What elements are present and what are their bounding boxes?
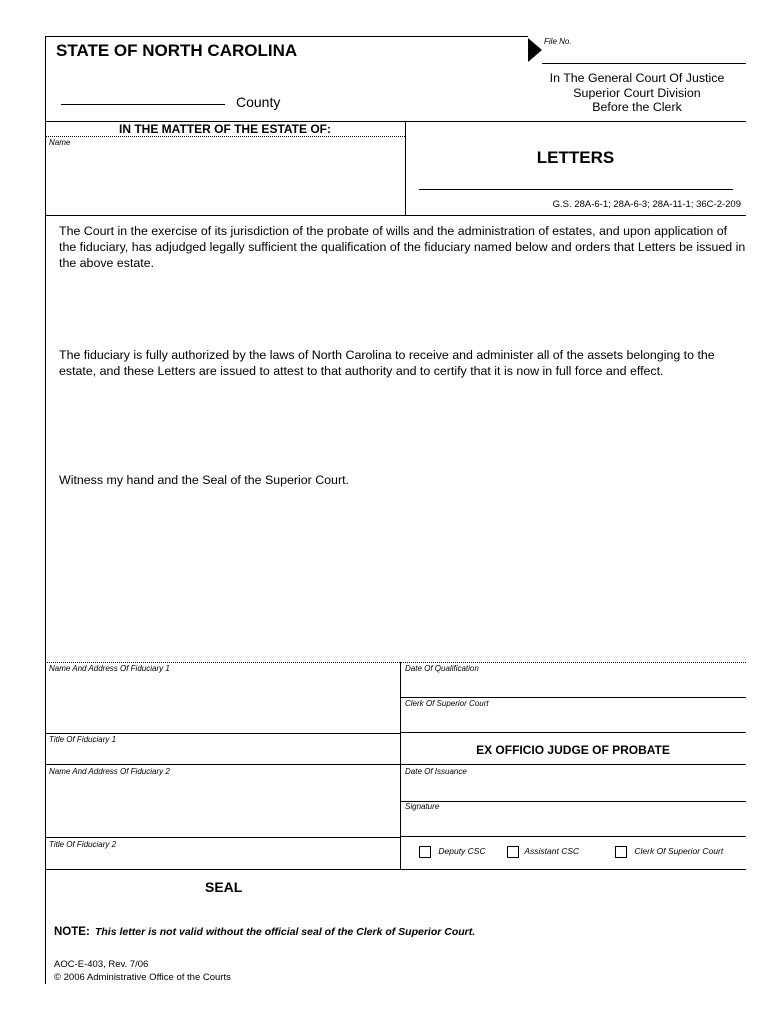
note-text: This letter is not valid without the official seal of the Clerk of Superior Court. [94, 926, 476, 938]
form-number: AOC-E-403, Rev. 7/06 [54, 959, 149, 970]
deputy-csc-option[interactable] [419, 846, 486, 858]
fid1-bottom-rule [45, 764, 746, 765]
estate-name-field[interactable] [48, 150, 400, 210]
statute-ref: G.S. 28A-6-1; 28A-6-3; 28A-11-1; 36C-2-209 [552, 199, 741, 210]
signature-field[interactable] [404, 814, 744, 834]
deputy-csc-label: Deputy CSC [438, 846, 486, 857]
fid2-title-field[interactable] [48, 851, 396, 867]
date-qualification-label: Date Of Qualification [405, 664, 479, 673]
deputy-csc-checkbox[interactable] [419, 846, 431, 858]
fields-top-rule [45, 662, 746, 663]
date-issuance-field[interactable] [404, 779, 744, 799]
fid1-name-field[interactable] [48, 676, 396, 730]
letters-title: LETTERS [536, 148, 615, 167]
court-line-1: In The General Court Of Justice [549, 71, 725, 85]
county-line [61, 104, 225, 105]
clerk-superior-label: Clerk Of Superior Court [634, 846, 724, 857]
date-qualification-field[interactable] [404, 676, 744, 695]
fid1-name-rule [45, 733, 400, 734]
left-border [45, 36, 46, 984]
note-label: NOTE: [54, 926, 90, 938]
body-divider [45, 215, 746, 216]
clerk-label: Clerk Of Superior Court [405, 699, 489, 708]
clerk-superior-checkbox[interactable] [615, 846, 627, 858]
fid2-name-field[interactable] [48, 779, 396, 835]
file-no-label: File No. [544, 37, 572, 46]
county-field[interactable] [61, 86, 225, 104]
fields-bottom-rule [45, 869, 746, 870]
seal-label: SEAL [205, 879, 243, 895]
assistant-csc-option[interactable] [507, 846, 579, 858]
court-line-2: Superior Court Division [573, 85, 701, 100]
footer [54, 958, 231, 984]
state-title: STATE OF NORTH CAROLINA [56, 41, 298, 60]
fid1-name-label: Name And Address Of Fiduciary 1 [49, 664, 170, 673]
fid1-title-field[interactable] [48, 746, 396, 762]
top-border [45, 36, 528, 37]
clerk-field[interactable] [404, 711, 744, 730]
matter-heading-rule [45, 136, 405, 137]
note [54, 926, 475, 938]
fid2-name-rule [45, 837, 400, 838]
assistant-csc-checkbox[interactable] [507, 846, 519, 858]
body-paragraph-2: The fiduciary is fully authorized by the laws of North Carolina to receive and administer all of the assets belonging to the estate, and these Letters are issued to attest to that authority and to certify that it is now in full force and effect. [59, 348, 715, 378]
county-label: County [236, 94, 281, 110]
body-paragraph-1: The Court in the exercise of its jurisdiction of the probate of wills and the administration of estates, and upon application of the fiduciary, has adjudged legally sufficient the qualification of the fiduciary named below and orders that Letters be issued in the above estate. [59, 224, 746, 270]
date-issuance-rule [400, 801, 746, 802]
fid1-title-label: Title Of Fiduciary 1 [49, 735, 117, 744]
fid2-name-label: Name And Address Of Fiduciary 2 [49, 767, 170, 776]
court-block [530, 71, 744, 115]
file-no-field[interactable] [548, 36, 744, 62]
body-paragraph-3: Witness my hand and the Seal of the Superior Court. [59, 473, 349, 487]
signature-label: Signature [405, 802, 440, 811]
copyright: © 2006 Administrative Office of the Courts [54, 972, 231, 983]
ex-officio-title: EX OFFICIO JUDGE OF PROBATE [476, 743, 670, 757]
letters-rule [419, 189, 733, 190]
assistant-csc-label: Assistant CSC [524, 846, 580, 857]
date-issuance-label: Date Of Issuance [405, 767, 467, 776]
file-no-arrow-icon [528, 38, 542, 62]
estate-heading: IN THE MATTER OF THE ESTATE OF: [119, 122, 331, 136]
fid2-title-label: Title Of Fiduciary 2 [49, 840, 117, 849]
name-label: Name [49, 138, 71, 147]
clerk-superior-option[interactable] [615, 846, 723, 858]
file-no-rule [542, 63, 746, 64]
fields-divider [400, 662, 401, 869]
clerk-rule [400, 732, 746, 733]
signature-rule [400, 836, 746, 837]
date-qual-rule [400, 697, 746, 698]
court-line-3: Before the Clerk [592, 100, 682, 114]
